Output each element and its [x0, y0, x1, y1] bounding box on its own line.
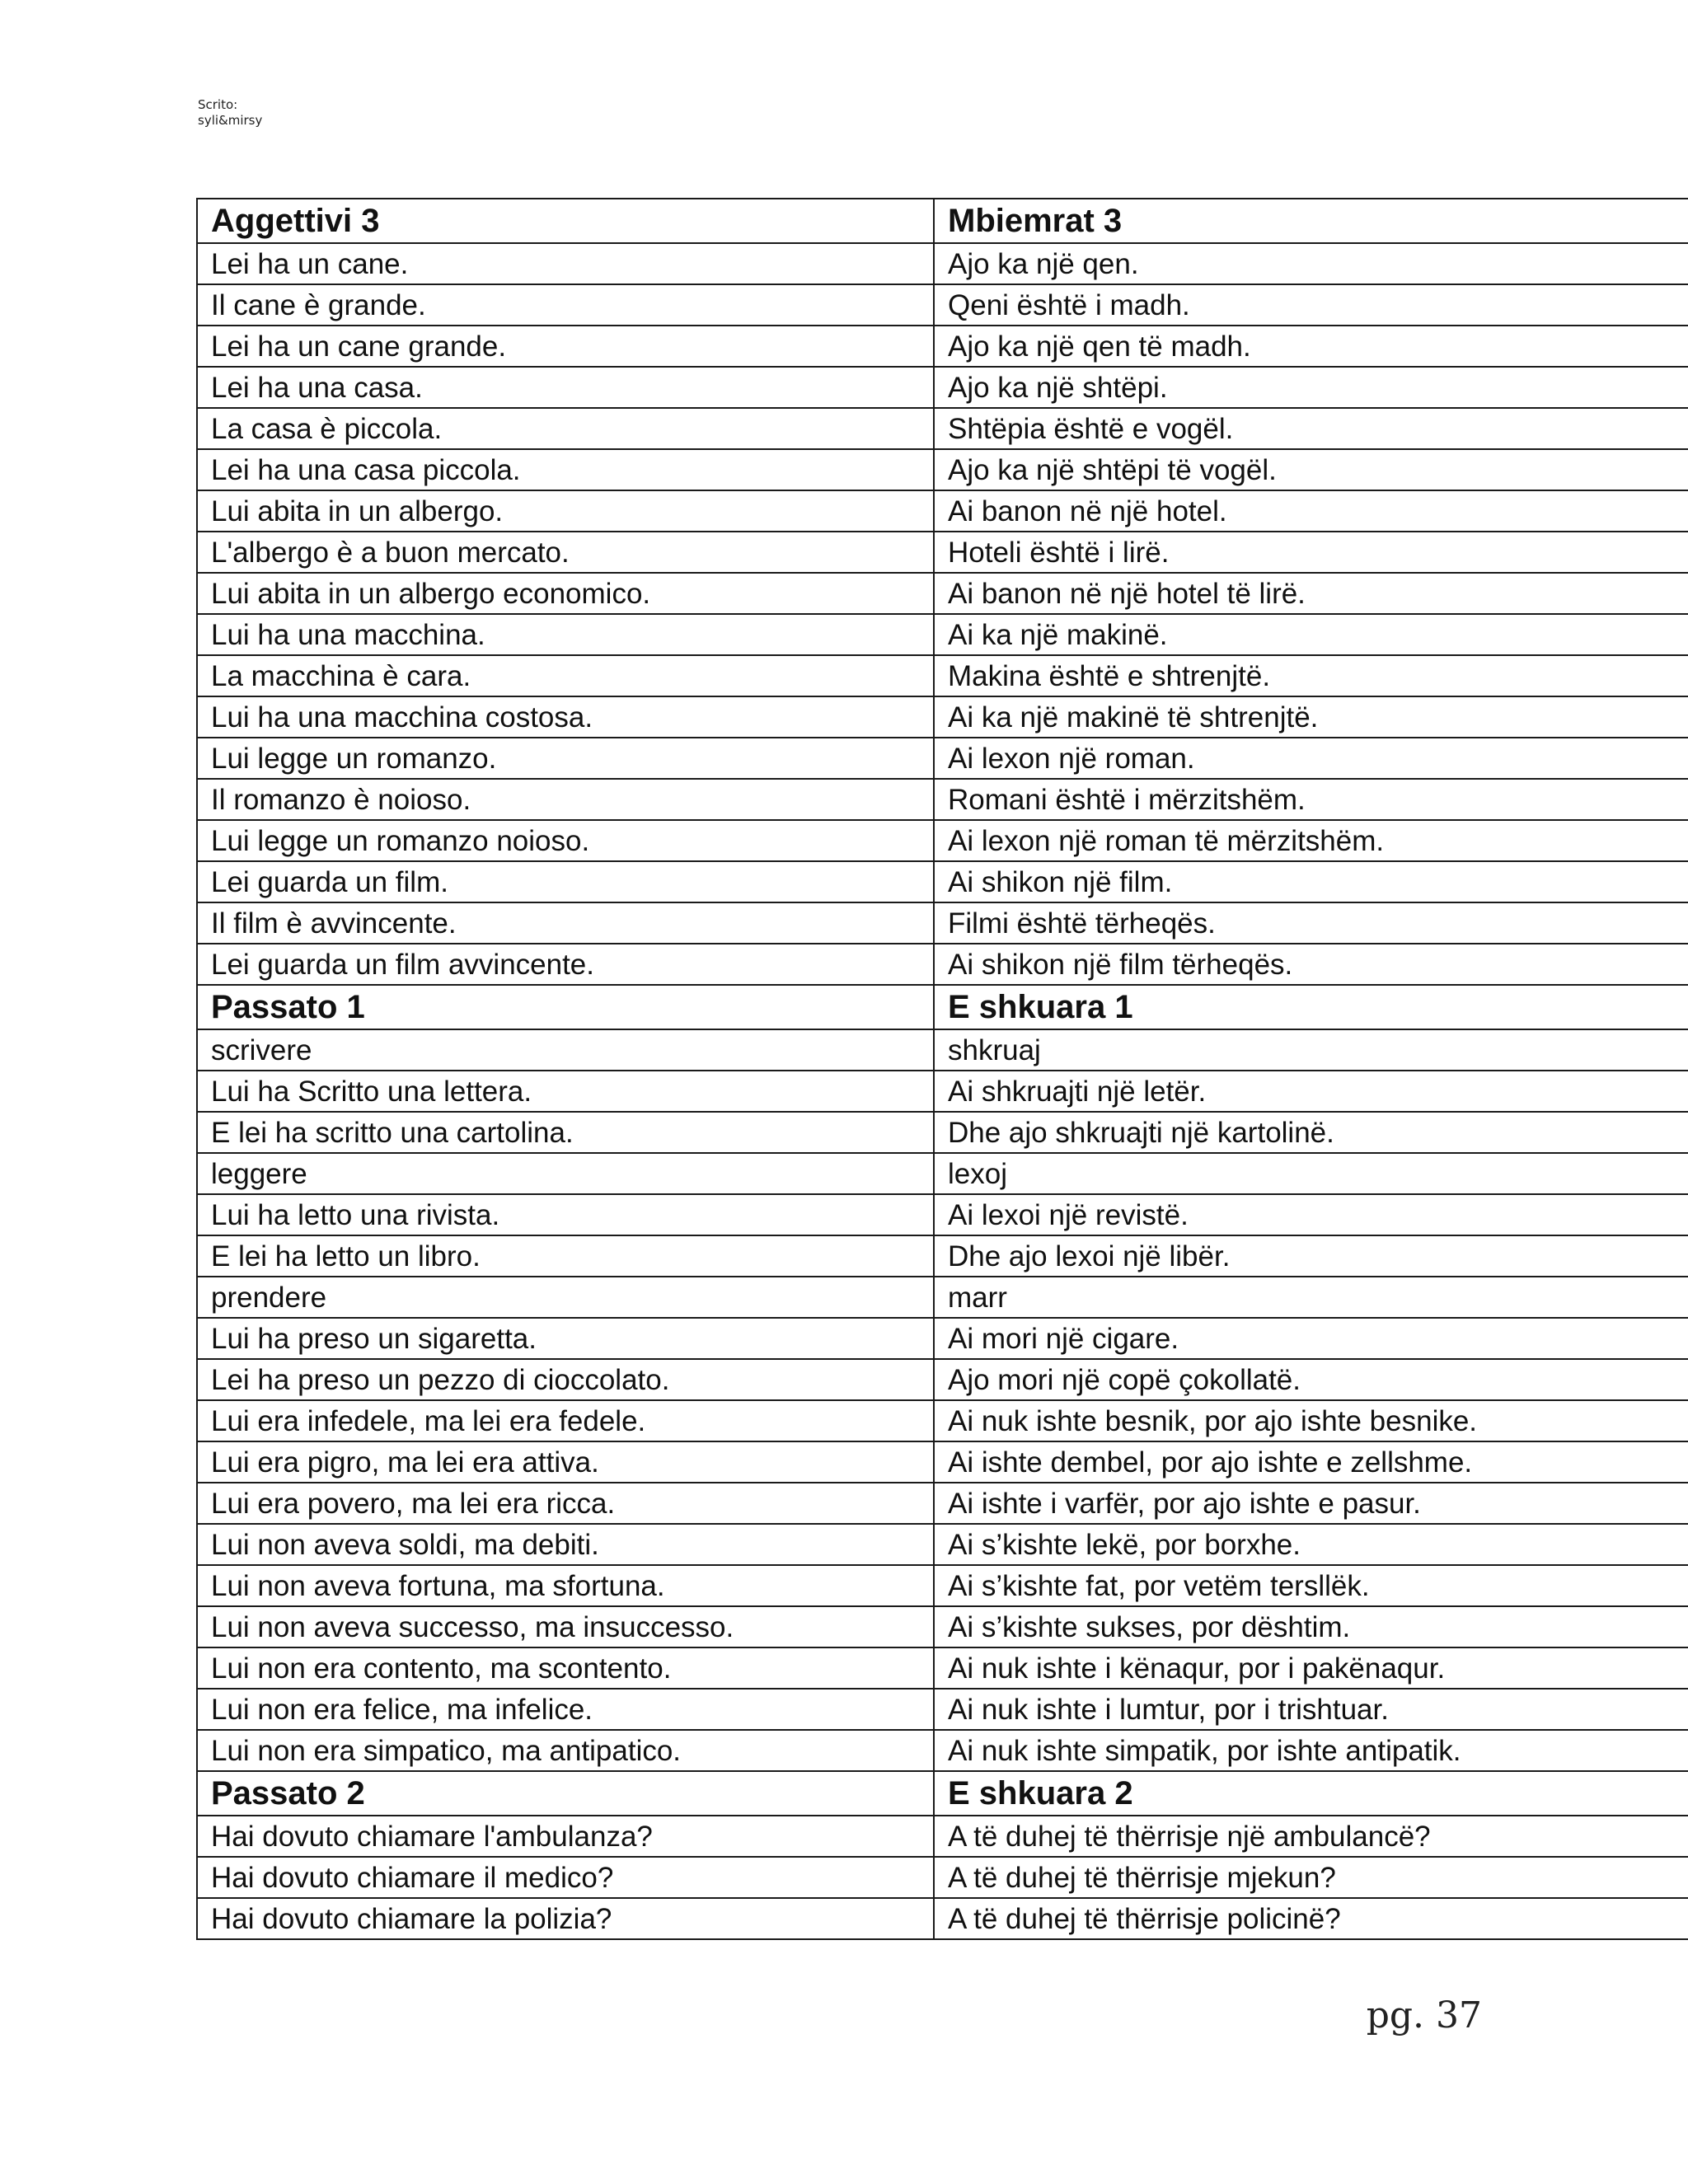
table-row	[197, 1359, 1688, 1400]
section-title-albanian: Mbiemrat 3	[934, 199, 1688, 243]
table-row	[197, 1441, 1688, 1483]
albanian-phrase: Dhe ajo lexoi një libër.	[934, 1235, 1688, 1277]
italian-phrase: Lei ha una casa.	[197, 367, 934, 408]
albanian-phrase: A të duhej të thërrisje një ambulancë?	[934, 1816, 1688, 1857]
italian-phrase: Lei ha una casa piccola.	[197, 449, 934, 490]
albanian-phrase: Filmi është tërheqës.	[934, 902, 1688, 944]
albanian-phrase: Ajo mori një copë çokollatë.	[934, 1359, 1688, 1400]
vocabulary-table	[196, 198, 1688, 1940]
albanian-phrase: Ajo ka një shtëpi.	[934, 367, 1688, 408]
table-row	[197, 1277, 1688, 1318]
albanian-phrase: A të duhej të thërrisje mjekun?	[934, 1857, 1688, 1898]
table-row	[197, 696, 1688, 738]
albanian-phrase: Ai shikon një film.	[934, 861, 1688, 902]
italian-phrase: Lui abita in un albergo.	[197, 490, 934, 532]
table-row	[197, 1565, 1688, 1606]
albanian-phrase: shkruaj	[934, 1029, 1688, 1071]
albanian-phrase: Ai ka një makinë të shtrenjtë.	[934, 696, 1688, 738]
table-row	[197, 367, 1688, 408]
albanian-phrase: Ajo ka një shtëpi të vogël.	[934, 449, 1688, 490]
albanian-phrase: Ai s’kishte lekë, por borxhe.	[934, 1524, 1688, 1565]
albanian-phrase: Romani është i mërzitshëm.	[934, 779, 1688, 820]
italian-phrase: Lui abita in un albergo economico.	[197, 573, 934, 614]
albanian-phrase: Ai nuk ishte i kënaqur, por i pakënaqur.	[934, 1647, 1688, 1689]
table-row	[197, 779, 1688, 820]
italian-phrase: leggere	[197, 1153, 934, 1194]
albanian-phrase: Ai nuk ishte i lumtur, por i trishtuar.	[934, 1689, 1688, 1730]
albanian-phrase: Makina është e shtrenjtë.	[934, 655, 1688, 696]
albanian-phrase: Ajo ka një qen.	[934, 243, 1688, 284]
italian-phrase: Lui ha una macchina.	[197, 614, 934, 655]
table-row	[197, 1318, 1688, 1359]
albanian-phrase: Ai lexon një roman.	[934, 738, 1688, 779]
table-row	[197, 1194, 1688, 1235]
section-title-italian: Passato 1	[197, 985, 934, 1029]
table-row	[197, 1647, 1688, 1689]
albanian-phrase: Ai ka një makinë.	[934, 614, 1688, 655]
section-title-italian: Aggettivi 3	[197, 199, 934, 243]
italian-phrase: prendere	[197, 1277, 934, 1318]
italian-phrase: Hai dovuto chiamare l'ambulanza?	[197, 1816, 934, 1857]
table-row	[197, 284, 1688, 326]
author-label: Scrito:	[198, 97, 238, 112]
table-row	[197, 655, 1688, 696]
table-row	[197, 614, 1688, 655]
section-title-albanian: E shkuara 1	[934, 985, 1688, 1029]
albanian-phrase: Dhe ajo shkruajti një kartolinë.	[934, 1112, 1688, 1153]
italian-phrase: La macchina è cara.	[197, 655, 934, 696]
italian-phrase: Hai dovuto chiamare il medico?	[197, 1857, 934, 1898]
table-row	[197, 820, 1688, 861]
author-names: syli&mirsy	[198, 113, 263, 128]
author-credit	[198, 97, 262, 129]
italian-phrase: Lui non era simpatico, ma antipatico.	[197, 1730, 934, 1771]
section-title-albanian: E shkuara 2	[934, 1771, 1688, 1816]
table-row	[197, 573, 1688, 614]
table-row	[197, 738, 1688, 779]
table-row	[197, 1112, 1688, 1153]
italian-phrase: scrivere	[197, 1029, 934, 1071]
table-row	[197, 1816, 1688, 1857]
table-row	[197, 902, 1688, 944]
italian-phrase: Lui era pigro, ma lei era attiva.	[197, 1441, 934, 1483]
albanian-phrase: A të duhej të thërrisje policinë?	[934, 1898, 1688, 1939]
table-row	[197, 1235, 1688, 1277]
italian-phrase: Lei ha un cane.	[197, 243, 934, 284]
italian-phrase: Lei guarda un film.	[197, 861, 934, 902]
albanian-phrase: Hoteli është i lirë.	[934, 532, 1688, 573]
italian-phrase: Lui legge un romanzo noioso.	[197, 820, 934, 861]
italian-phrase: Lei ha preso un pezzo di cioccolato.	[197, 1359, 934, 1400]
albanian-phrase: Ai shkruajti një letër.	[934, 1071, 1688, 1112]
italian-phrase: Lui non aveva soldi, ma debiti.	[197, 1524, 934, 1565]
table-row	[197, 408, 1688, 449]
italian-phrase: L'albergo è a buon mercato.	[197, 532, 934, 573]
italian-phrase: Il romanzo è noioso.	[197, 779, 934, 820]
italian-phrase: Lui non aveva fortuna, ma sfortuna.	[197, 1565, 934, 1606]
albanian-phrase: Qeni është i madh.	[934, 284, 1688, 326]
table-row	[197, 1153, 1688, 1194]
italian-phrase: Lui non aveva successo, ma insuccesso.	[197, 1606, 934, 1647]
italian-phrase: Il cane è grande.	[197, 284, 934, 326]
italian-phrase: Lui ha letto una rivista.	[197, 1194, 934, 1235]
table-row	[197, 861, 1688, 902]
table-row	[197, 326, 1688, 367]
albanian-phrase: Ai ishte dembel, por ajo ishte e zellshme.	[934, 1441, 1688, 1483]
albanian-phrase: lexoj	[934, 1153, 1688, 1194]
italian-phrase: E lei ha letto un libro.	[197, 1235, 934, 1277]
italian-phrase: Lui ha una macchina costosa.	[197, 696, 934, 738]
table-row	[197, 1606, 1688, 1647]
italian-phrase: Lei guarda un film avvincente.	[197, 944, 934, 985]
table-row	[197, 1029, 1688, 1071]
italian-phrase: La casa è piccola.	[197, 408, 934, 449]
albanian-phrase: Ai lexoi një revistë.	[934, 1194, 1688, 1235]
albanian-phrase: Ai nuk ishte simpatik, por ishte antipatik.	[934, 1730, 1688, 1771]
italian-phrase: E lei ha scritto una cartolina.	[197, 1112, 934, 1153]
table-row	[197, 1857, 1688, 1898]
albanian-phrase: Ai lexon një roman të mërzitshëm.	[934, 820, 1688, 861]
italian-phrase: Hai dovuto chiamare la polizia?	[197, 1898, 934, 1939]
italian-phrase: Il film è avvincente.	[197, 902, 934, 944]
italian-phrase: Lui era infedele, ma lei era fedele.	[197, 1400, 934, 1441]
section-title-italian: Passato 2	[197, 1771, 934, 1816]
italian-phrase: Lui ha Scritto una lettera.	[197, 1071, 934, 1112]
albanian-phrase: Ai s’kishte fat, por vetëm tersllëk.	[934, 1565, 1688, 1606]
albanian-phrase: Ai mori një cigare.	[934, 1318, 1688, 1359]
italian-phrase: Lui era povero, ma lei era ricca.	[197, 1483, 934, 1524]
table-row	[197, 532, 1688, 573]
albanian-phrase: Ai shikon një film tërheqës.	[934, 944, 1688, 985]
section-header-row	[197, 199, 1688, 243]
table-row	[197, 1400, 1688, 1441]
table-row	[197, 490, 1688, 532]
italian-phrase: Lui legge un romanzo.	[197, 738, 934, 779]
table-row	[197, 944, 1688, 985]
table-row	[197, 243, 1688, 284]
table-row	[197, 1898, 1688, 1939]
albanian-phrase: Shtëpia është e vogël.	[934, 408, 1688, 449]
italian-phrase: Lei ha un cane grande.	[197, 326, 934, 367]
page-number: pg. 37	[1366, 1994, 1482, 2036]
italian-phrase: Lui ha preso un sigaretta.	[197, 1318, 934, 1359]
table-row	[197, 1483, 1688, 1524]
italian-phrase: Lui non era felice, ma infelice.	[197, 1689, 934, 1730]
albanian-phrase: marr	[934, 1277, 1688, 1318]
section-header-row	[197, 1771, 1688, 1816]
albanian-phrase: Ai ishte i varfër, por ajo ishte e pasur.	[934, 1483, 1688, 1524]
table-row	[197, 1689, 1688, 1730]
albanian-phrase: Ai nuk ishte besnik, por ajo ishte besnike.	[934, 1400, 1688, 1441]
italian-phrase: Lui non era contento, ma scontento.	[197, 1647, 934, 1689]
table-row	[197, 449, 1688, 490]
table-row	[197, 1524, 1688, 1565]
table-row	[197, 1071, 1688, 1112]
vocabulary-table-body	[197, 199, 1688, 1939]
section-header-row	[197, 985, 1688, 1029]
albanian-phrase: Ai banon në një hotel.	[934, 490, 1688, 532]
albanian-phrase: Ai s’kishte sukses, por dështim.	[934, 1606, 1688, 1647]
table-row	[197, 1730, 1688, 1771]
albanian-phrase: Ai banon në një hotel të lirë.	[934, 573, 1688, 614]
albanian-phrase: Ajo ka një qen të madh.	[934, 326, 1688, 367]
